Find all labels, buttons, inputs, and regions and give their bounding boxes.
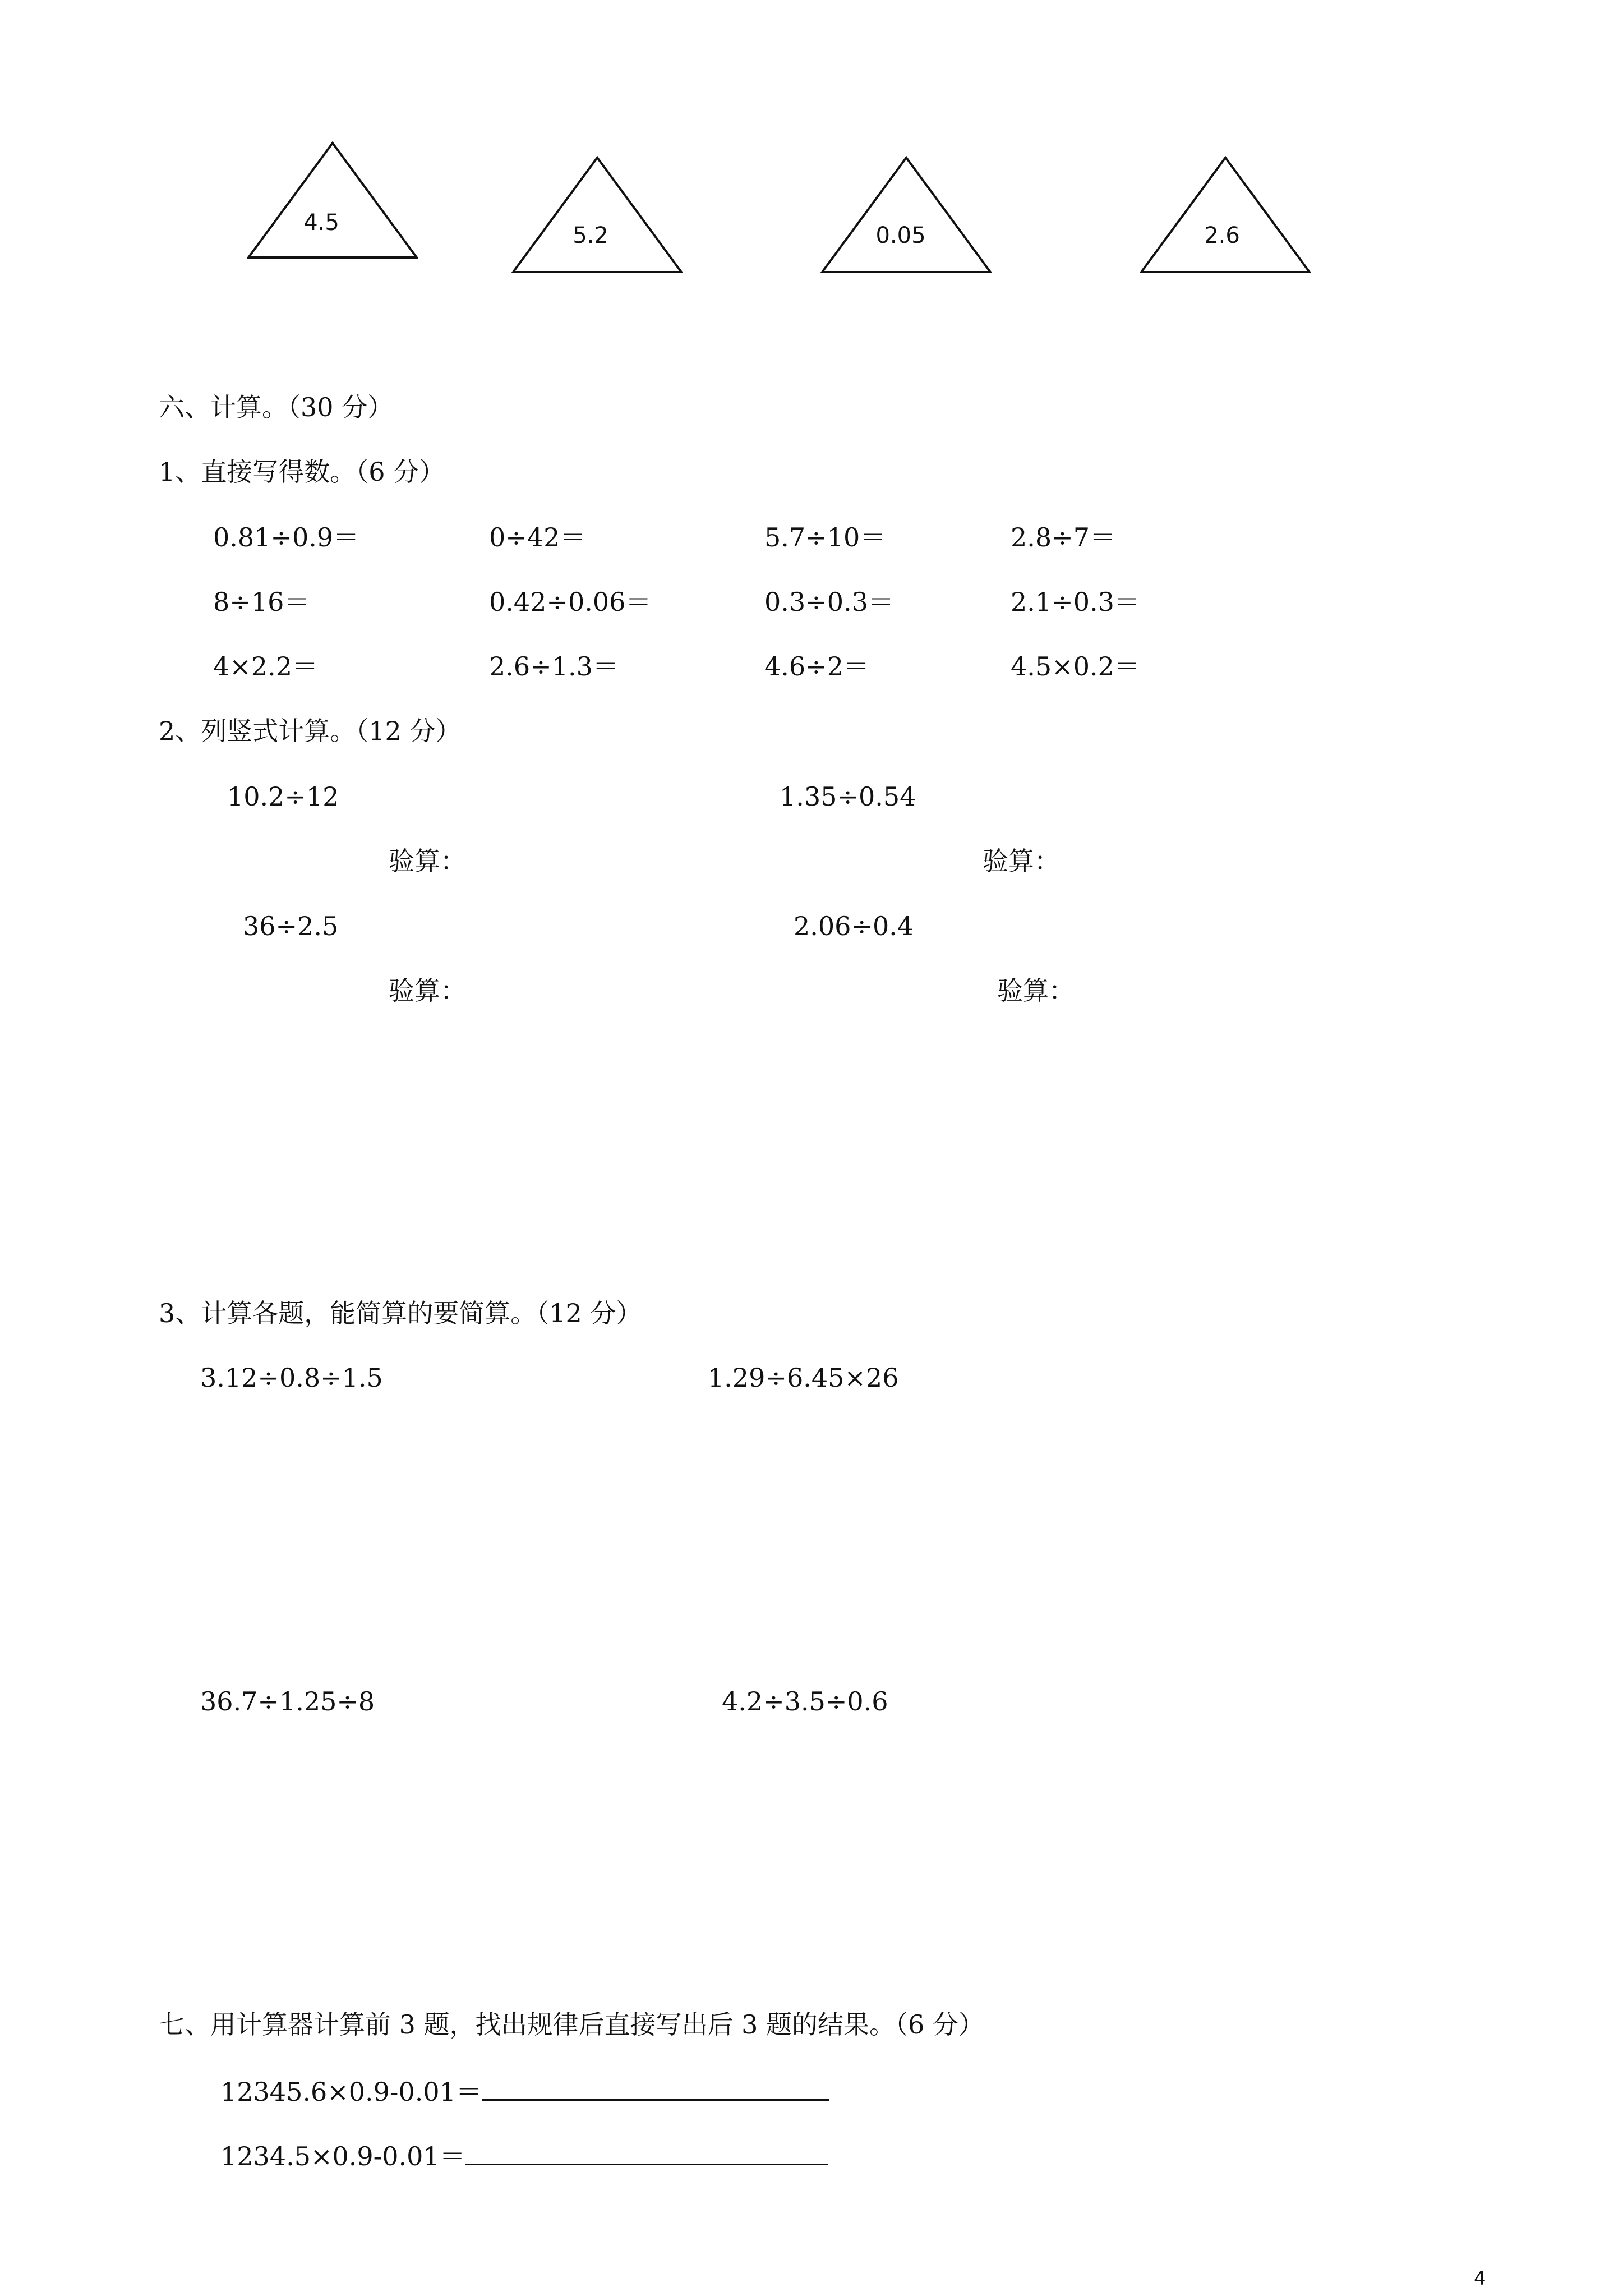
triangle-3-value: 0.05 (875, 223, 926, 249)
section-7-heading: 七、用计算器计算前 3 题，找出规律后直接写出后 3 题的结果。（6 分） (159, 2009, 984, 2040)
vertical-problem: 2.06÷0.4 (794, 911, 914, 941)
oral-problem: 0÷42＝ (489, 522, 586, 553)
check-label: 验算： (389, 976, 466, 1006)
part-1-heading: 1、直接写得数。（6 分） (159, 457, 445, 487)
oral-problem: 2.8÷7＝ (1011, 522, 1115, 553)
oral-problem: 5.7÷10＝ (764, 522, 886, 553)
part-2-heading: 2、列竖式计算。（12 分） (159, 716, 462, 746)
calculator-line (220, 2077, 829, 2105)
check-label: 验算： (997, 976, 1075, 1006)
vertical-problem: 36÷2.5 (243, 911, 339, 941)
simplify-problem: 1.29÷6.45×26 (708, 1363, 899, 1393)
calculator-expression: 1234.5×0.9-0.01＝ (220, 2141, 465, 2171)
check-label: 验算： (389, 846, 466, 876)
oral-problem: 4×2.2＝ (213, 651, 318, 682)
oral-problem: 4.5×0.2＝ (1011, 651, 1140, 682)
oral-problem: 0.81÷0.9＝ (213, 522, 359, 553)
oral-problem: 2.1÷0.3＝ (1011, 587, 1140, 617)
vertical-problem: 10.2÷12 (227, 781, 339, 812)
oral-problem: 0.42÷0.06＝ (489, 587, 652, 617)
oral-problem: 2.6÷1.3＝ (489, 651, 619, 682)
answer-blank[interactable] (482, 2077, 829, 2101)
triangle-3 (820, 156, 992, 274)
triangle-2 (511, 156, 683, 274)
check-label: 验算： (983, 846, 1060, 876)
page-number: 4 (1474, 2267, 1486, 2290)
calculator-expression: 12345.6×0.9-0.01＝ (220, 2077, 482, 2107)
triangle-2-value: 5.2 (573, 223, 608, 249)
triangle-4-value: 2.6 (1204, 223, 1240, 249)
triangle-4 (1140, 156, 1311, 274)
triangle-1-value: 4.5 (303, 210, 339, 236)
oral-problem: 8÷16＝ (213, 587, 310, 617)
simplify-problem: 4.2÷3.5÷0.6 (722, 1686, 888, 1717)
triangle-1 (247, 141, 418, 259)
part-3-heading: 3、计算各题，能简算的要简算。（12 分） (159, 1298, 642, 1328)
vertical-problem: 1.35÷0.54 (780, 781, 916, 812)
answer-blank[interactable] (465, 2141, 828, 2165)
section-6-heading: 六、计算。（30 分） (159, 392, 394, 422)
oral-problem: 0.3÷0.3＝ (764, 587, 894, 617)
simplify-problem: 3.12÷0.8÷1.5 (200, 1363, 383, 1393)
simplify-problem: 36.7÷1.25÷8 (200, 1686, 375, 1717)
calculator-line (220, 2141, 828, 2169)
oral-problem: 4.6÷2＝ (764, 651, 869, 682)
